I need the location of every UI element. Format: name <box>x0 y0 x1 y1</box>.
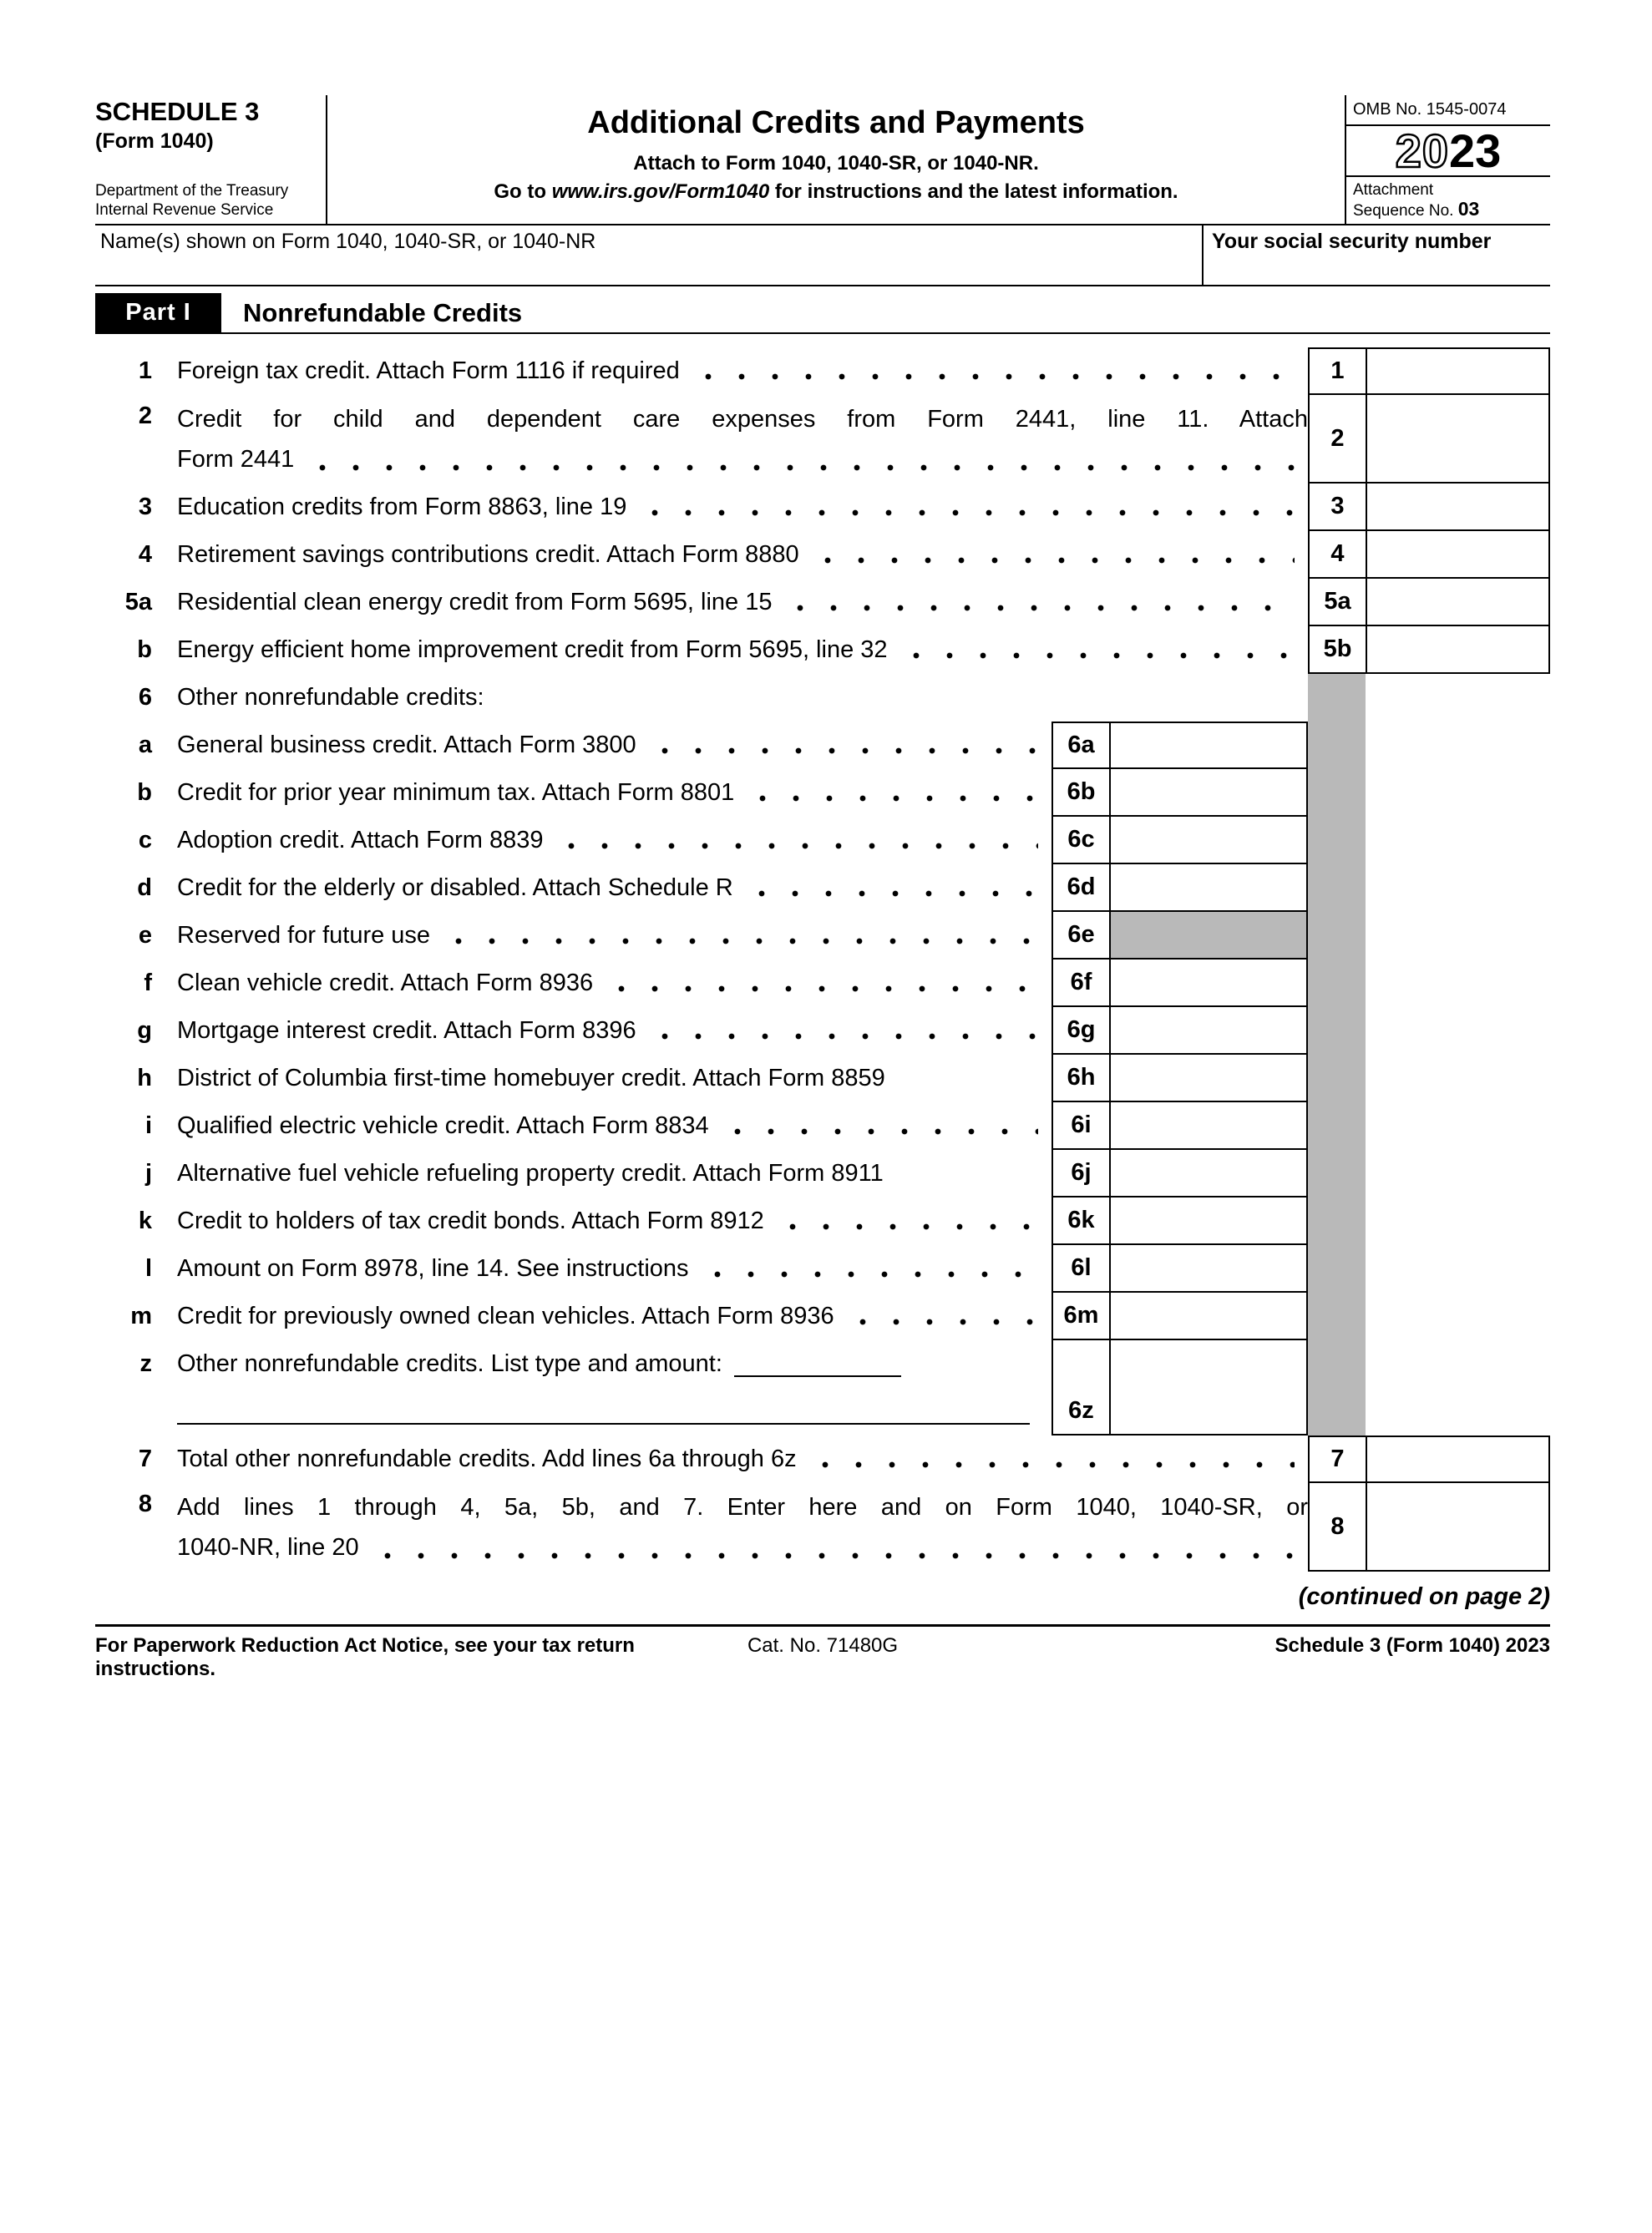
dot-leader <box>701 1245 1038 1293</box>
line-number: z <box>139 1350 152 1377</box>
line-6i-text: Qualified electric vehicle credit. Attach Form 8834 <box>177 1112 709 1139</box>
line-6a-box-label: 6a <box>1052 722 1109 769</box>
shaded-column <box>1308 1245 1366 1293</box>
line-6c-box-label: 6c <box>1052 817 1109 864</box>
line-6h-box-label: 6h <box>1052 1055 1109 1102</box>
goto-instruction <box>494 180 1178 204</box>
name-field[interactable] <box>95 225 1202 285</box>
line-6a-amount-box[interactable] <box>1109 722 1308 769</box>
line-number: e <box>138 922 152 949</box>
attachment-sequence <box>1346 175 1550 224</box>
schedule-3-page <box>95 95 1550 1681</box>
line-5a-box-label: 5a <box>1308 579 1366 626</box>
header-center-block <box>327 95 1345 224</box>
form-line-6h <box>95 1055 1550 1102</box>
dot-leader <box>555 817 1038 864</box>
form-number: (Form 1040) <box>95 129 214 153</box>
form-line-4 <box>95 531 1550 579</box>
line-6m-amount-box[interactable] <box>1109 1293 1308 1340</box>
footer <box>95 1634 1550 1681</box>
shaded-column <box>1308 1102 1366 1150</box>
line-number <box>95 1388 177 1436</box>
line-6k-box-label: 6k <box>1052 1198 1109 1245</box>
line-6j-amount-box[interactable] <box>1109 1150 1308 1198</box>
schedule-number: SCHEDULE 3 <box>95 97 260 126</box>
dot-leader <box>306 439 1295 479</box>
form-line-6k <box>95 1198 1550 1245</box>
spacer <box>1366 1245 1550 1293</box>
dot-leader <box>648 722 1038 769</box>
ssn-field-label: Your social security number <box>1212 230 1492 253</box>
line-6a-text: General business credit. Attach Form 3800 <box>177 732 636 758</box>
irs-url-link[interactable]: www.irs.gov/Form1040 <box>551 180 770 203</box>
form-line-6g <box>95 1007 1550 1055</box>
dot-leader <box>371 1527 1295 1567</box>
line-number: f <box>144 970 152 996</box>
agency-line-1: Department of the Treasury <box>95 182 289 200</box>
dot-leader <box>692 347 1295 395</box>
sequence-label: Sequence No. <box>1353 202 1454 220</box>
line-1-text: Foreign tax credit. Attach Form 1116 if required <box>177 357 680 384</box>
form-line-6i <box>95 1102 1550 1150</box>
line-5a-text: Residential clean energy credit from Form 5695, line 15 <box>177 589 773 615</box>
line-4-amount-box[interactable] <box>1366 531 1550 579</box>
spacer <box>1366 1007 1550 1055</box>
line-6d-text: Credit for the elderly or disabled. Attach Schedule R <box>177 874 733 901</box>
spacer <box>1366 912 1550 960</box>
dot-leader <box>442 912 1038 960</box>
spacer <box>1366 1150 1550 1198</box>
spacer <box>1366 674 1550 722</box>
form-line-6z <box>95 1340 1550 1388</box>
form-line-8 <box>95 1483 1550 1572</box>
line-6-text: Other nonrefundable credits: <box>177 684 484 711</box>
form-line-6c <box>95 817 1550 864</box>
line-8-text-1: Add lines 1 through 4, 5a, 5b, and 7. Enter here and on Form 1040, 1040-SR, or <box>177 1494 1308 1521</box>
line-5b-amount-box[interactable] <box>1366 626 1550 674</box>
form-line-6l <box>95 1245 1550 1293</box>
line-6j-box-label: 6j <box>1052 1150 1109 1198</box>
ssn-field[interactable] <box>1202 225 1550 285</box>
line-number: 5a <box>124 589 152 615</box>
goto-prefix: Go to <box>494 180 552 203</box>
shaded-column <box>1308 769 1366 817</box>
sequence-line <box>1353 200 1543 220</box>
line-number: l <box>144 1255 152 1282</box>
line-6e-text: Reserved for future use <box>177 922 431 949</box>
line-number: g <box>137 1017 152 1044</box>
line-5a-amount-box[interactable] <box>1366 579 1550 626</box>
line-number: 1 <box>138 357 152 384</box>
line-6c-amount-box[interactable] <box>1109 817 1308 864</box>
form-line-7 <box>95 1436 1550 1483</box>
line-6h-text: District of Columbia first-time homebuyer credit. Attach Form 8859 <box>177 1065 885 1091</box>
spacer <box>1366 1340 1550 1388</box>
line-number: a <box>138 732 152 758</box>
shaded-column <box>1308 1340 1366 1388</box>
form-line-6m <box>95 1293 1550 1340</box>
line-6c-text: Adoption credit. Attach Form 8839 <box>177 827 544 853</box>
attachment-label: Attachment <box>1353 181 1434 199</box>
part-1-title: Nonrefundable Credits <box>243 297 523 327</box>
line-6z-amount-box[interactable] <box>1109 1388 1308 1436</box>
spacer <box>1366 769 1550 817</box>
tax-year <box>1346 126 1550 175</box>
part-1-badge: Part I <box>95 293 221 332</box>
line-7-amount-box[interactable] <box>1366 1436 1550 1483</box>
shaded-column <box>1308 864 1366 912</box>
paperwork-notice: For Paperwork Reduction Act Notice, see your tax return instructions. <box>95 1634 635 1680</box>
dot-leader <box>721 1102 1038 1150</box>
line-6l-box-label: 6l <box>1052 1245 1109 1293</box>
goto-suffix: for instructions and the latest information. <box>769 180 1178 203</box>
dot-leader <box>808 1436 1295 1483</box>
dot-leader <box>605 960 1038 1007</box>
omb-number: OMB No. 1545-0074 <box>1346 95 1550 126</box>
line-6z-amount-blank[interactable] <box>177 1423 1030 1425</box>
shaded-column <box>1308 722 1366 769</box>
line-6h-amount-box[interactable] <box>1109 1055 1308 1102</box>
line-1-box-label: 1 <box>1308 347 1366 395</box>
line-6b-box-label: 6b <box>1052 769 1109 817</box>
header-left-block <box>95 95 327 224</box>
sequence-number: 03 <box>1457 198 1480 220</box>
line-6m-box-label: 6m <box>1052 1293 1109 1340</box>
tax-year-bold-digits: 23 <box>1449 124 1502 177</box>
catalog-number: Cat. No. 71480G <box>747 1634 899 1657</box>
line-6g-box-label: 6g <box>1052 1007 1109 1055</box>
dot-leader <box>648 1007 1038 1055</box>
form-line-6 <box>95 674 1550 722</box>
header-right-block <box>1345 95 1550 224</box>
line-7-text: Total other nonrefundable credits. Add lines 6a through 6z <box>177 1446 797 1472</box>
tax-year-outline-digits: 20 <box>1395 124 1449 177</box>
dot-leader <box>638 484 1295 531</box>
line-1-amount-box[interactable] <box>1366 347 1550 395</box>
line-number: b <box>137 779 152 806</box>
line-6k-amount-box[interactable] <box>1109 1198 1308 1245</box>
line-6g-text: Mortgage interest credit. Attach Form 8396 <box>177 1017 636 1044</box>
line-6l-text: Amount on Form 8978, line 14. See instructions <box>177 1255 689 1282</box>
line-6f-box-label: 6f <box>1052 960 1109 1007</box>
line-3-amount-box[interactable] <box>1366 484 1550 531</box>
spacer <box>1366 1102 1550 1150</box>
line-number: 8 <box>138 1491 152 1517</box>
line-number: d <box>137 874 152 901</box>
line-4-box-label: 4 <box>1308 531 1366 579</box>
line-number: k <box>138 1208 152 1234</box>
line-number: 3 <box>138 494 152 520</box>
line-6d-box-label: 6d <box>1052 864 1109 912</box>
form-line-1 <box>95 347 1550 395</box>
line-8-box-label: 8 <box>1308 1483 1366 1572</box>
shaded-column <box>1308 1198 1366 1245</box>
form-line-5b <box>95 626 1550 674</box>
shaded-column <box>1308 1150 1366 1198</box>
form-line-3 <box>95 484 1550 531</box>
line-8-amount-box[interactable] <box>1366 1483 1550 1572</box>
agency-line-2: Internal Revenue Service <box>95 201 274 219</box>
dot-leader <box>746 769 1038 817</box>
form-line-6d <box>95 864 1550 912</box>
dot-leader <box>899 626 1295 674</box>
line-number: h <box>137 1065 152 1091</box>
spacer <box>1366 722 1550 769</box>
line-6e-box-label: 6e <box>1052 912 1109 960</box>
shaded-column <box>1308 1388 1366 1436</box>
shaded-column <box>1308 960 1366 1007</box>
line-6g-amount-box[interactable] <box>1109 1007 1308 1055</box>
line-number: 6 <box>138 684 152 711</box>
spacer <box>1052 1340 1109 1388</box>
line-6d-amount-box[interactable] <box>1109 864 1308 912</box>
form-line-6f <box>95 960 1550 1007</box>
line-4-text: Retirement savings contributions credit. Attach Form 8880 <box>177 541 799 568</box>
line-6m-text: Credit for previously owned clean vehicles. Attach Form 8936 <box>177 1303 834 1329</box>
spacer <box>1366 1198 1550 1245</box>
attach-instruction: Attach to Form 1040, 1040-SR, or 1040-NR. <box>633 152 1039 175</box>
form-line-6b <box>95 769 1550 817</box>
line-7-box-label: 7 <box>1308 1436 1366 1483</box>
line-number: b <box>137 636 152 663</box>
form-line-6e <box>95 912 1550 960</box>
shaded-column <box>1308 1055 1366 1102</box>
spacer <box>1052 674 1109 722</box>
form-line-6j <box>95 1150 1550 1198</box>
name-field-label: Name(s) shown on Form 1040, 1040-SR, or 1040-NR <box>100 230 596 253</box>
dot-leader <box>776 1198 1038 1245</box>
dot-leader <box>811 531 1295 579</box>
line-6b-amount-box[interactable] <box>1109 769 1308 817</box>
line-8-text-2: 1040-NR, line 20 <box>177 1533 359 1561</box>
line-6i-box-label: 6i <box>1052 1102 1109 1150</box>
line-6z-box-label: 6z <box>1052 1388 1109 1436</box>
spacer <box>1109 674 1308 722</box>
line-number: c <box>138 827 152 853</box>
line-6b-text: Credit for prior year minimum tax. Attach Form 8801 <box>177 779 735 806</box>
dot-leader <box>745 864 1038 912</box>
line-2-box-label: 2 <box>1308 395 1366 484</box>
line-6k-text: Credit to holders of tax credit bonds. Attach Form 8912 <box>177 1208 764 1234</box>
shaded-column <box>1308 912 1366 960</box>
form-title: Additional Credits and Payments <box>587 105 1085 140</box>
line-6j-text: Alternative fuel vehicle refueling property credit. Attach Form 8911 <box>177 1160 884 1187</box>
shaded-column <box>1308 1293 1366 1340</box>
spacer <box>1366 1388 1550 1436</box>
dot-leader <box>846 1293 1038 1340</box>
spacer <box>1366 817 1550 864</box>
dot-leader <box>783 579 1295 626</box>
line-6z-type-blank[interactable] <box>734 1375 901 1377</box>
form-line-5a <box>95 579 1550 626</box>
line-2-amount-box[interactable] <box>1366 395 1550 484</box>
shaded-column <box>1308 674 1366 722</box>
line-3-box-label: 3 <box>1308 484 1366 531</box>
form-identifier: Schedule 3 (Form 1040) 2023 <box>1274 1634 1551 1657</box>
form-line-6a <box>95 722 1550 769</box>
part-1-header <box>95 293 1550 334</box>
continued-note: (continued on page 2) <box>1298 1583 1550 1610</box>
form-header <box>95 95 1550 225</box>
spacer <box>1366 1293 1550 1340</box>
line-number: 4 <box>138 541 152 568</box>
line-number: 7 <box>138 1446 152 1472</box>
line-6f-text: Clean vehicle credit. Attach Form 8936 <box>177 970 594 996</box>
footer-rule <box>95 1624 1550 1627</box>
shaded-column <box>1308 817 1366 864</box>
line-6z-text: Other nonrefundable credits. List type and amount: <box>177 1350 722 1377</box>
line-number: i <box>144 1112 152 1139</box>
shaded-column <box>1308 1007 1366 1055</box>
form-line-6z-entry <box>95 1388 1550 1436</box>
form-lines <box>95 347 1550 1572</box>
spacer <box>1366 1055 1550 1102</box>
form-line-2 <box>95 395 1550 484</box>
line-number: m <box>130 1303 152 1329</box>
spacer <box>1109 1340 1308 1388</box>
line-2-text-1: Credit for child and dependent care expenses from Form 2441, line 11. Attach <box>177 406 1308 433</box>
line-6l-amount-box[interactable] <box>1109 1245 1308 1293</box>
line-number: j <box>144 1160 152 1187</box>
line-number: 2 <box>138 403 152 429</box>
line-6f-amount-box[interactable] <box>1109 960 1308 1007</box>
line-6i-amount-box[interactable] <box>1109 1102 1308 1150</box>
spacer <box>1366 864 1550 912</box>
line-2-text-2: Form 2441 <box>177 445 295 473</box>
spacer <box>1366 960 1550 1007</box>
line-6e-amount-box-reserved <box>1109 912 1308 960</box>
name-ssn-row <box>95 225 1550 286</box>
line-5b-text: Energy efficient home improvement credit from Form 5695, line 32 <box>177 636 888 663</box>
line-5b-box-label: 5b <box>1308 626 1366 674</box>
agency-block <box>95 181 317 220</box>
line-3-text: Education credits from Form 8863, line 19 <box>177 494 627 520</box>
